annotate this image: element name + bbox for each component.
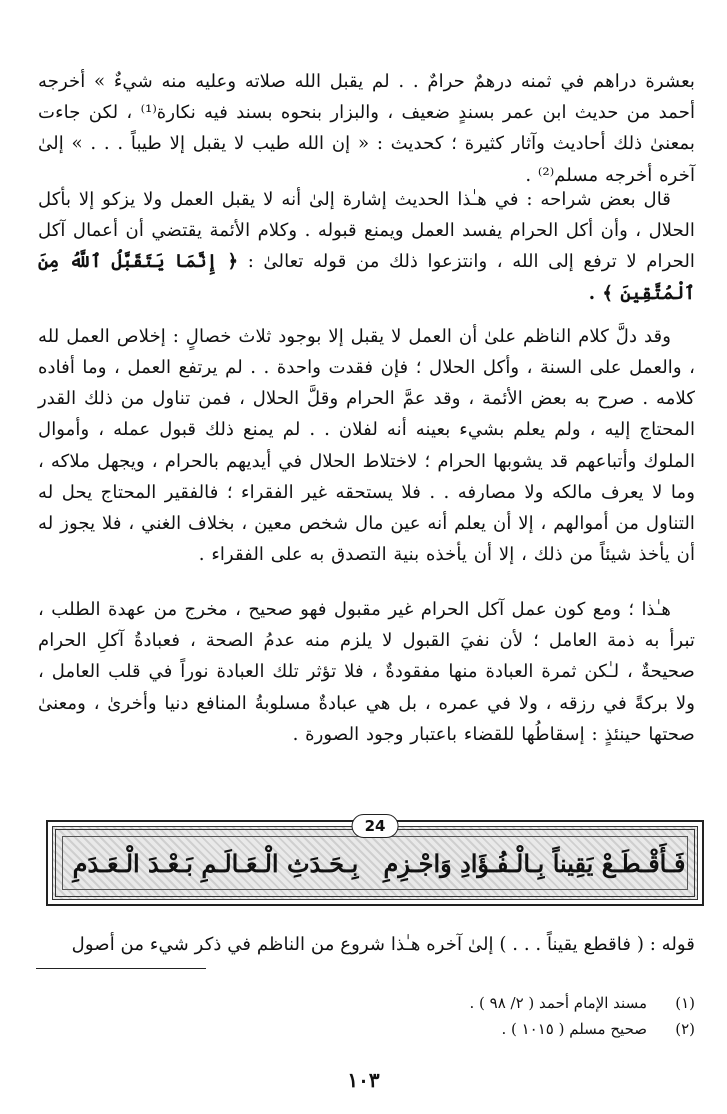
page-number: ١٠٣ bbox=[347, 1068, 380, 1092]
verse-number: 24 bbox=[352, 814, 399, 838]
commentary-start: قوله : ( فاقطع يقيناً . . . ) إلىٰ آخره هـٰذا شروع من الناظم في ذكر شيء من أصول bbox=[71, 934, 695, 955]
footnote-text: صحيح مسلم ( ١٠١٥ ) . bbox=[501, 1020, 647, 1038]
verse-ornament bbox=[52, 817, 698, 900]
footnote bbox=[40, 990, 695, 1016]
paragraph: بعشرة دراهم في ثمنه درهمٌ حرامٌ . . لم يقبل الله صلاته وعليه منه شيءٌ » أخرجه أحمد من حديث ابن عمر بسندٍ ضعيف ، والبزار بنحوه بسند فيه نكارة⁽¹⁾ ، لكن جاءت بمعنىٰ ذلك أحاديث وآثار كثيرة ؛ كحديث : « إن الله طيب لا يقبل إلا طيباً . . . » إلىٰ آخره أخرجه مسلم⁽²⁾ . bbox=[38, 71, 695, 186]
text-block-middle bbox=[38, 184, 695, 582]
footnote-number: (٢) bbox=[675, 1020, 695, 1038]
text-block-bottom bbox=[38, 594, 695, 762]
paragraph bbox=[38, 184, 695, 309]
quran-quote: ﴿ إِنَّمَا يَتَقَبَّلُ ٱللَّهُ مِنَ ٱلْمُتَّقِينَ ﴾ . bbox=[38, 251, 695, 304]
paragraph: وقد دلَّ كلام الناظم علىٰ أن العمل لا يقبل إلا بوجود ثلاث خصالٍ : إخلاص العمل لله ، والعمل على السنة ، وأكل الحلال ؛ فإن فقدت واحدة . . لم يرتفع العمل ، وما أفاده كلامه . صرح به بعض الأئمة ، وقد عمَّ الحرام وقلَّ الحلال ، فمن تناول من ذلك القدر المحتاج إليه ، ولم يعلم بشيء بعينه أنه لفلان . . لم يمنع ذلك قبول عمله ، وأموال الملوك وأتباعهم قد يشوبها الحرام ؛ لاختلاط الحلال في أيديهم بالحرام ، ويجهل ملاكه ، وما لا يعرف مالكه ولا مصارفه . . فلا يستحقه غير الفقراء ؛ فالفقير المحتاج يحل له التناول من أموالهم ، إلا أن يعلم أنه عين مال شخص معين ، بخلاف الغني ، فلا يجوز له أن يأخذ شيئاً من ذلك ، إلا أن يأخذه بنية التصدق به على الفقراء . bbox=[38, 325, 695, 566]
footnote bbox=[40, 1016, 695, 1042]
verse-frame bbox=[46, 817, 704, 906]
text-block-top bbox=[38, 66, 695, 203]
footnote-text: مسند الإمام أحمد ( ٢/ ٩٨ ) . bbox=[469, 994, 647, 1012]
footnote-divider bbox=[36, 968, 206, 969]
footnote-number: (١) bbox=[675, 994, 695, 1012]
verse-hemistich-left: بِـحَـدَثِ الْـعَـالَـمِ بَـعْـدَ الْـعَـدَمِ bbox=[72, 848, 359, 878]
footnotes bbox=[40, 990, 695, 1042]
paragraph: هـٰذا ؛ ومع كون عمل آكل الحرام غير مقبول فهو صحيح ، مخرج من عهدة الطلب ، تبرأ به ذمة العامل ؛ لأن نفيَ القبول لا يلزم منه عدمُ الصحة ، فعبادةُ آكلِ الحرام صحيحةٌ ، لـٰكن ثمرة العبادة منها مفقودةٌ ، فلا تؤثر تلك العبادة نوراً في قلب العامل ، ولا بركةً في رزقه ، ولا في عمره ، بل هي عبادةٌ مسلوبةُ المنافع دنيا وأخرىٰ ، ومعنىٰ صحتها حينئذٍ : إسقاطُها للقضاء باعتبار وجود الصورة . bbox=[38, 599, 695, 745]
paragraph-text: قال بعض شراحه : في هـٰذا الحديث إشارة إلىٰ أنه لا يقبل العمل ولا يزكو إلا بأكل الحلال ، وأن أكل الحرام يفسد العمل ويمنع قبوله . وكلام الأئمة يقتضي أن أعمال آكل الحرام لا ترفع إلى الله ، وانتزعوا ذلك من قوله تعالىٰ : bbox=[38, 189, 695, 273]
verse-hemistich-right: فَـأَقْـطَـعْ يَقِيناً بِـالْـفُـؤَادِ وَاجْـزِمِ bbox=[383, 848, 686, 878]
